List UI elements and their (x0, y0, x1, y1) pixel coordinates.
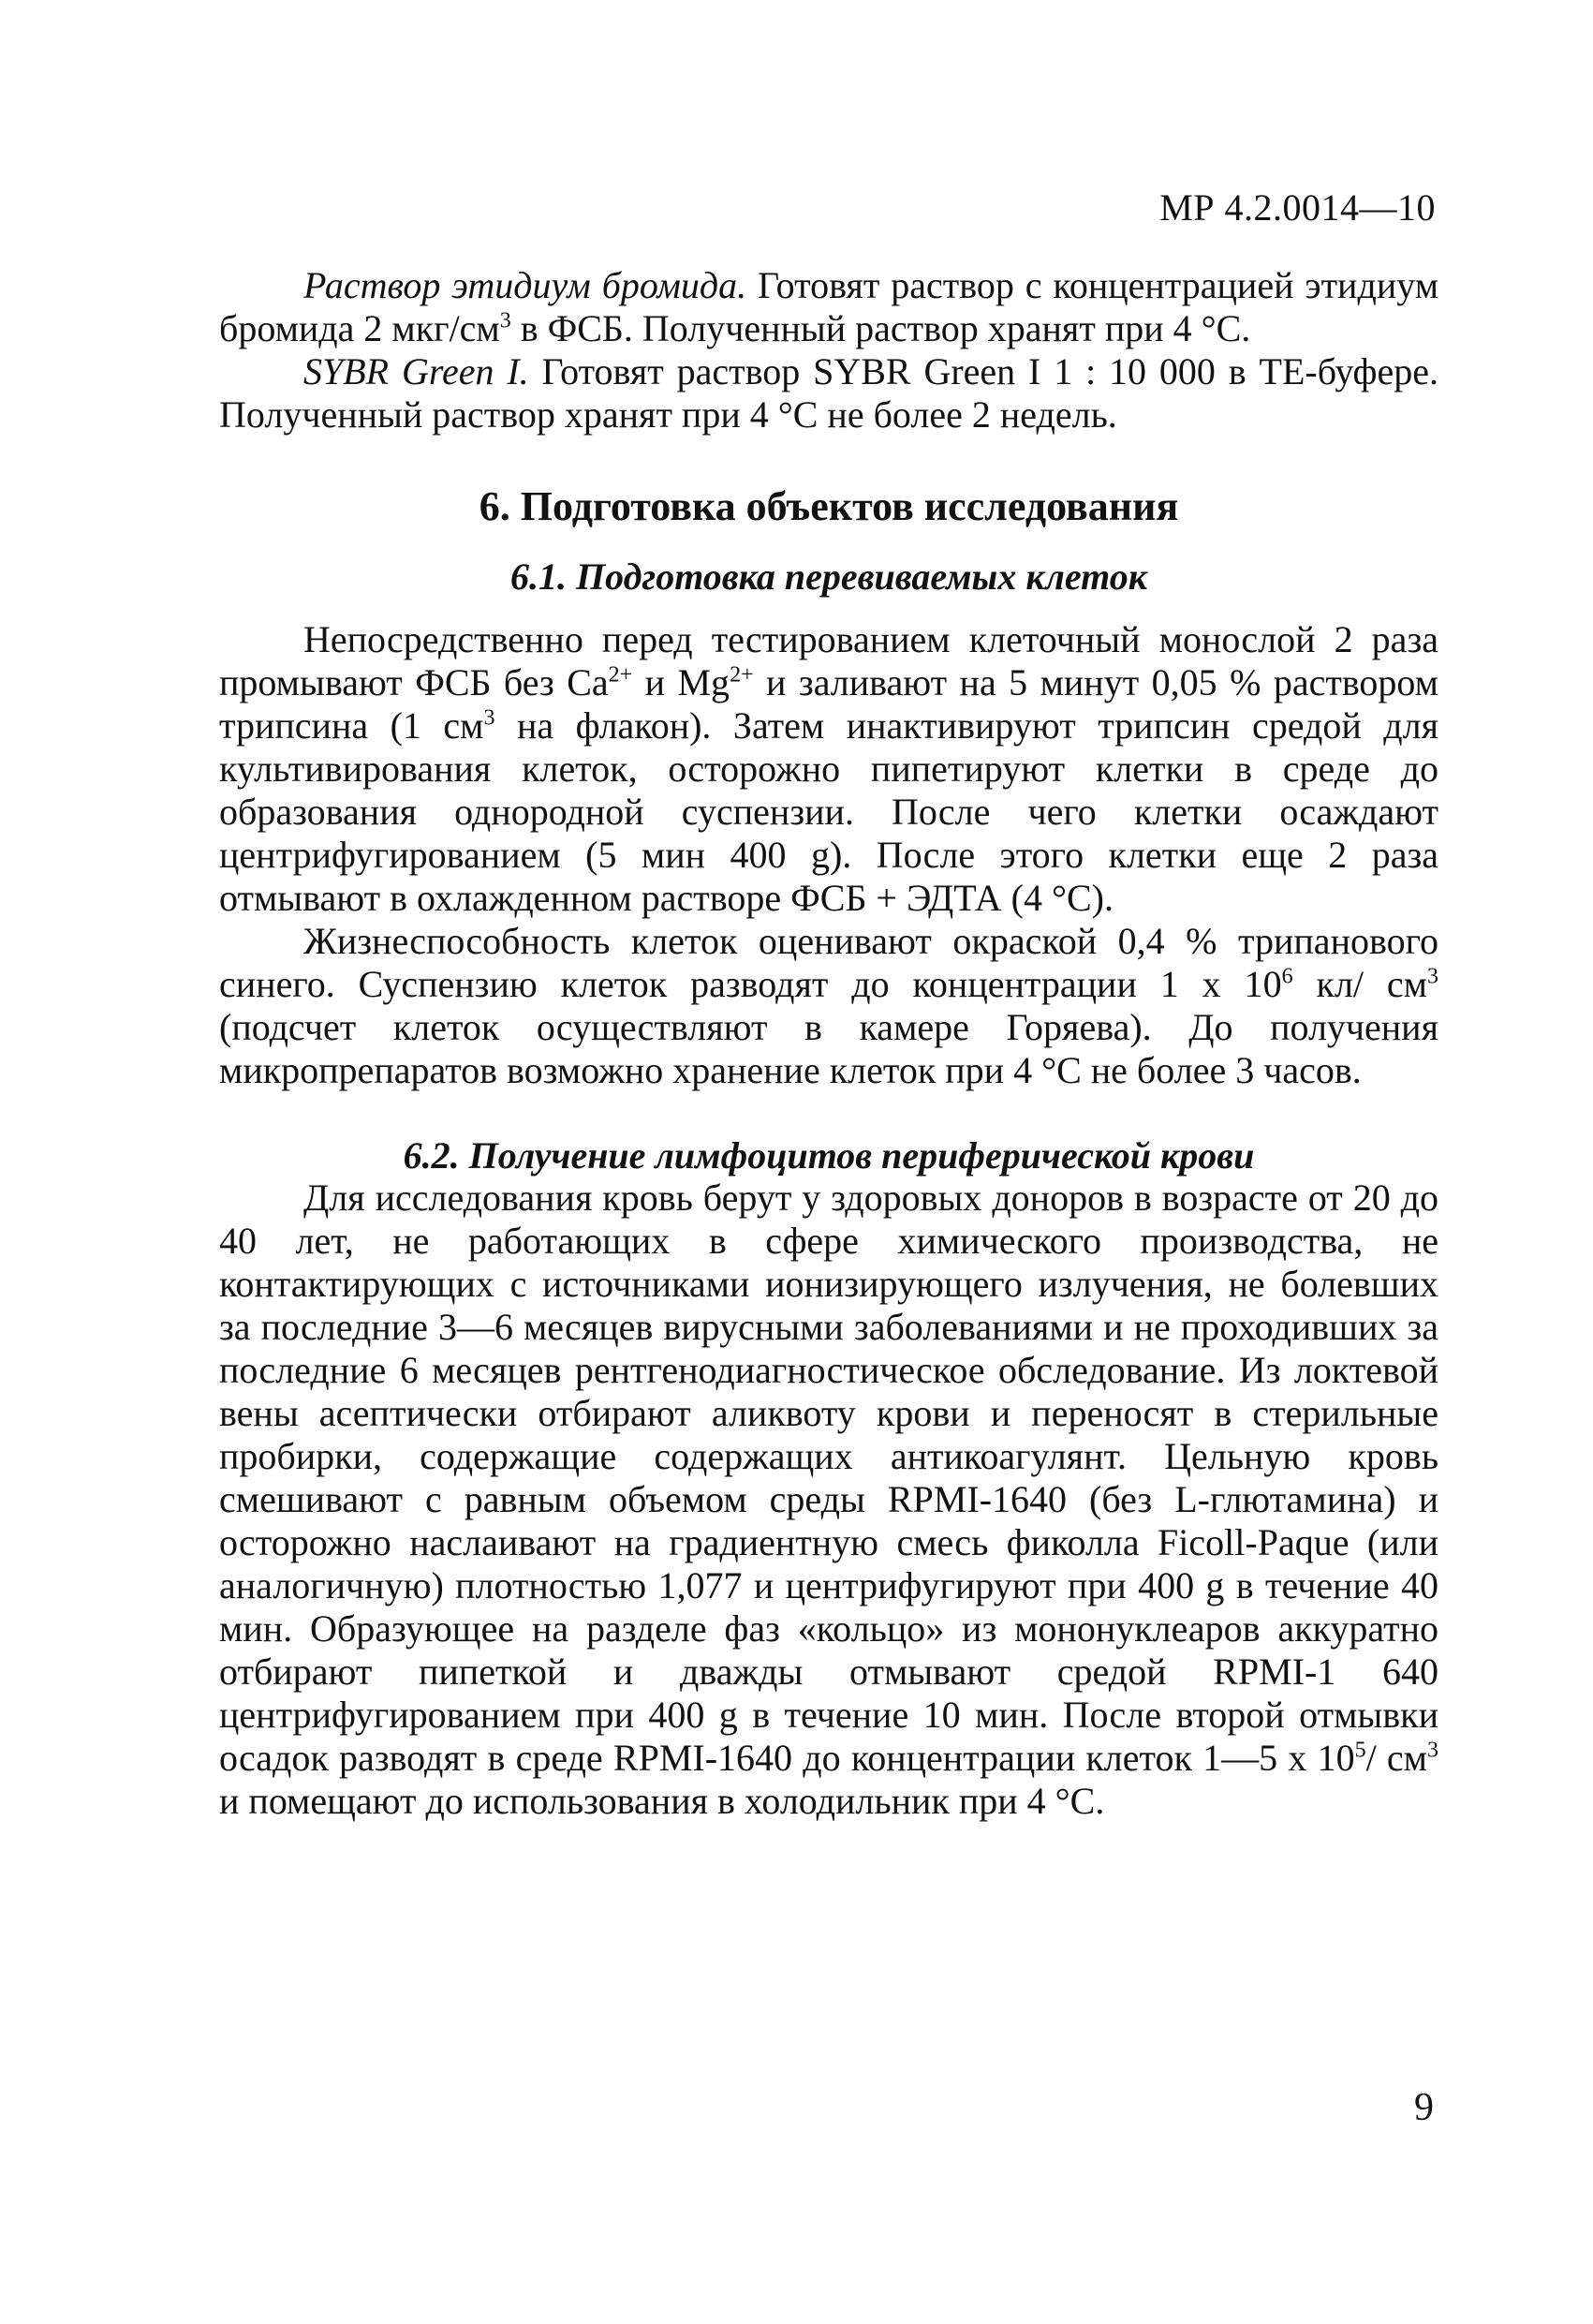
text-span: и помещают до использования в холодильник при 4 °С. (219, 1780, 1105, 1822)
superscript: 6 (1281, 964, 1293, 989)
text-span: на флакон). Затем инактивируют трипсин средой для культивирования клеток, осторожно пипетируют клетки в среде до образования однородной суспензии. После чего клетки осаждают центрифугированием (5 мин 400 g). После этого клетки еще 2 раза отмывают в охлажденном растворе ФСБ + ЭДТА (4 °С). (219, 704, 1438, 919)
document-code: МР 4.2.0014—10 (1159, 186, 1436, 229)
text-span: Готовят раствор SYBR Green I 1 : 10 000 в ТЕ-буфере. Полученный раствор хранят при 4 °С не более 2 недель. (219, 350, 1438, 436)
superscript: 3 (483, 705, 495, 731)
section-6-2-paragraph-1 (219, 1177, 1438, 1823)
text-span: Непосредственно перед тестированием клеточный монослой 2 раза промывают ФСБ без Ca (219, 618, 1438, 703)
section-6-2-heading: 6.2. Получение лимфоцитов периферической крови (403, 1134, 1255, 1177)
text-span: Готовят раствор с концентрацией этидиум бромида 2 мкг/см (219, 264, 1439, 349)
page-number: 9 (1414, 2086, 1434, 2129)
section-6-heading: 6. Подготовка объектов исследования (479, 483, 1179, 529)
text-span: в ФСБ. Полученный раствор хранят при 4 °С. (510, 307, 1251, 349)
section-6-1-paragraph-1 (219, 618, 1438, 920)
text-span: и Mg (632, 661, 730, 703)
sybr-green-paragraph (219, 350, 1438, 437)
sybr-green-term: SYBR Green I. (303, 350, 529, 392)
text-span: Жизнеспособность клеток оценивают окраской 0,4 % трипанового синего. Суспензию клеток разводят до концентрации 1 х 10 (219, 920, 1438, 1005)
superscript: 3 (1426, 1738, 1438, 1763)
intro-block (219, 264, 1438, 437)
ethidium-bromide-term: Раствор этидиум бромида. (303, 264, 747, 306)
superscript: 2+ (730, 662, 754, 688)
text-span: / см (1365, 1737, 1427, 1779)
section-6-1-paragraph-2 (219, 920, 1438, 1092)
superscript: 3 (1427, 964, 1438, 989)
superscript: 2+ (608, 662, 633, 688)
text-span: кл/ см (1292, 963, 1427, 1005)
ethidium-bromide-paragraph (219, 264, 1438, 350)
text-span: и заливают на 5 минут 0,05 % раствором трипсина (1 см (219, 661, 1438, 747)
superscript: 3 (499, 308, 511, 333)
superscript: 5 (1354, 1738, 1366, 1763)
section-6-1-heading: 6.1. Подготовка перевиваемых клеток (510, 555, 1147, 598)
section-6-2-body (219, 1177, 1438, 1823)
section-6-1-body (219, 618, 1438, 1092)
text-span: Для исследования кровь берут у здоровых доноров в возрасте от 20 до 40 лет, не работающих в сфере химического производства, не контактирующих с источниками ионизирующего излучения, не болевших за последние 3—6 месяцев вирусными заболеваниями и не проходивших за последние 6 месяцев рентгенодиагностическое обследование. Из локтевой вены асептически отбирают аликвоту крови и переносят в стерильные пробирки, содержащие содержащих антикоагулянт. Цельную кровь смешивают с равным объемом среды RPMI-1640 (без L-глютамина) и осторожно наслаивают на градиентную смесь фиколла Ficoll-Paque (или аналогичную) плотностью 1,077 и центрифугируют при 400 g в течение 40 мин. Образующее на разделе фаз «кольцо» из мононуклеаров аккуратно отбирают пипеткой и дважды отмывают средой RPMI-1 640 центрифугированием при 400 g в течение 10 мин. После второй отмывки осадок разводят в среде RPMI-1640 до концентрации клеток 1—5 х 10 (219, 1177, 1438, 1779)
text-span: (подсчет клеток осуществляют в камере Горяева). До получения микропрепаратов возможно хранение клеток при 4 °С не более 3 часов. (219, 1006, 1438, 1091)
